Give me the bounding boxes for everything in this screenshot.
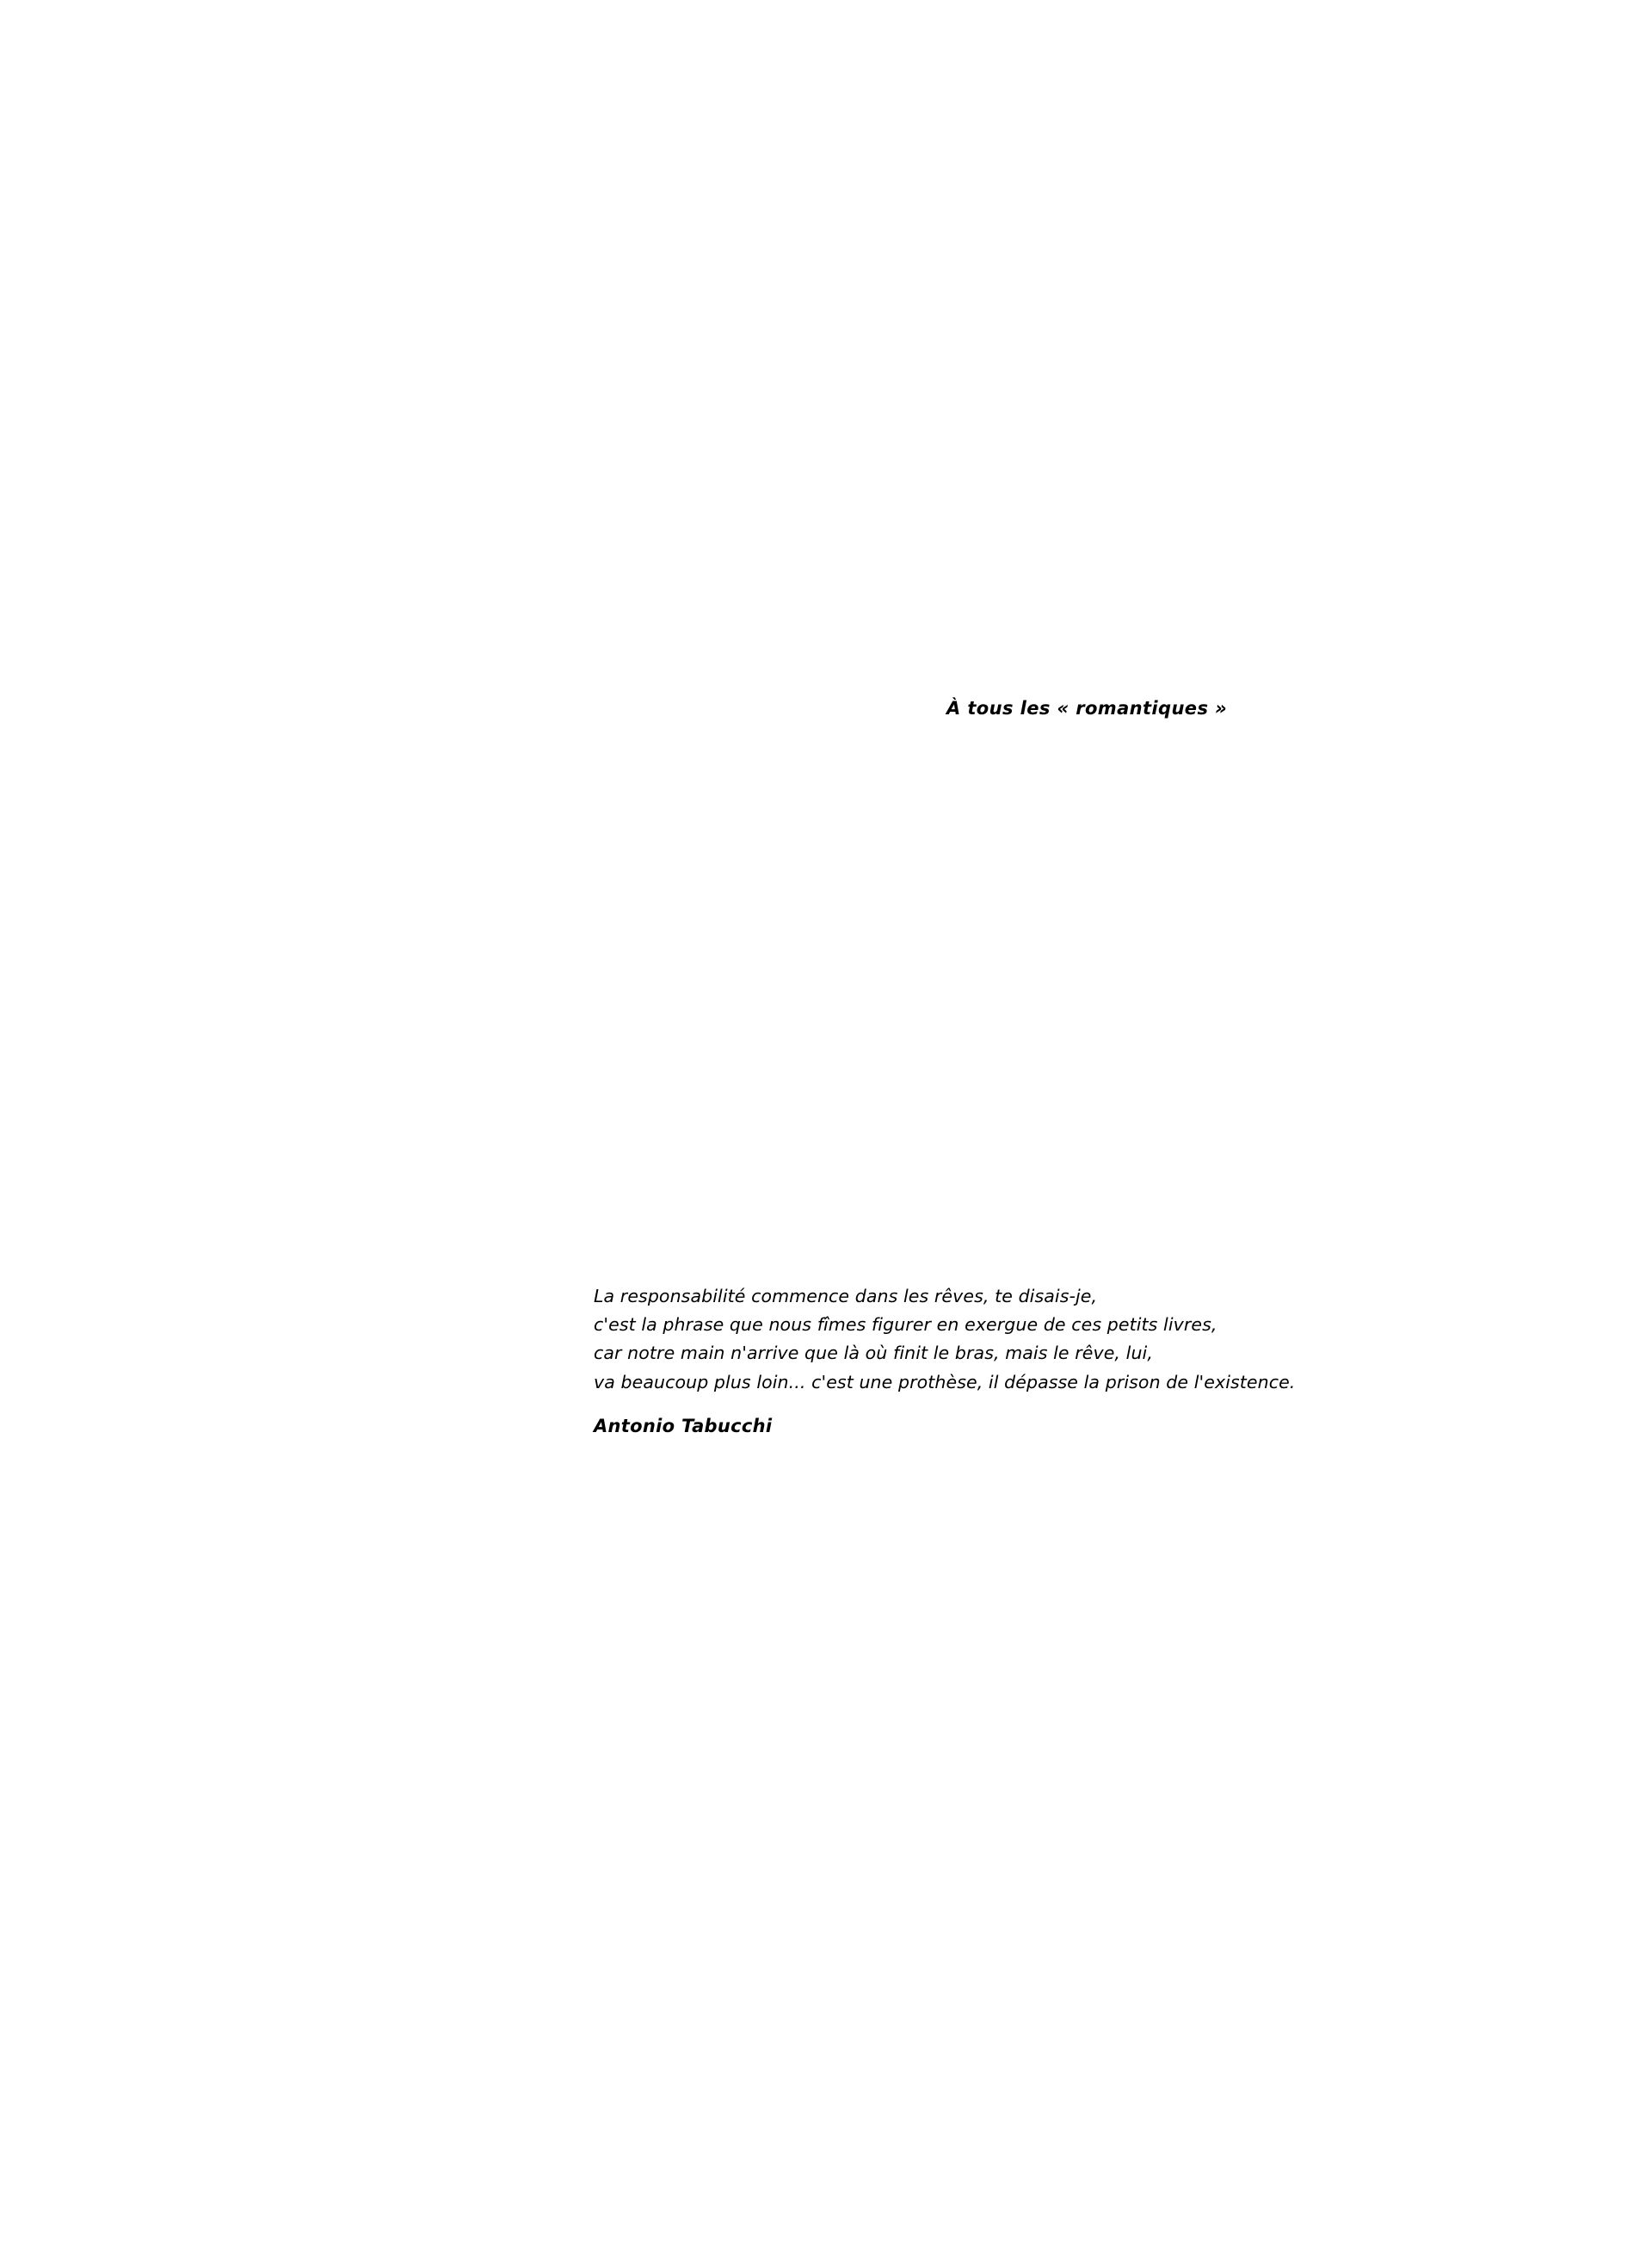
epigraph-line: car notre main n'arrive que là où finit le bras, mais le rêve, lui, [594,1343,1153,1364]
epigraph-block [594,1282,1506,1436]
dedication-text: À tous les « romantiques » [946,698,1228,719]
epigraph-line: La responsabilité commence dans les rêves, te disais-je, [594,1286,1098,1306]
epigraph-author: Antonio Tabucchi [594,1415,773,1436]
epigraph-line: c'est la phrase que nous fîmes figurer en exergue de ces petits livres, [594,1314,1217,1336]
epigraph-line: va beaucoup plus loin... c'est une prothèse, il dépasse la prison de l'existence. [594,1371,1296,1392]
